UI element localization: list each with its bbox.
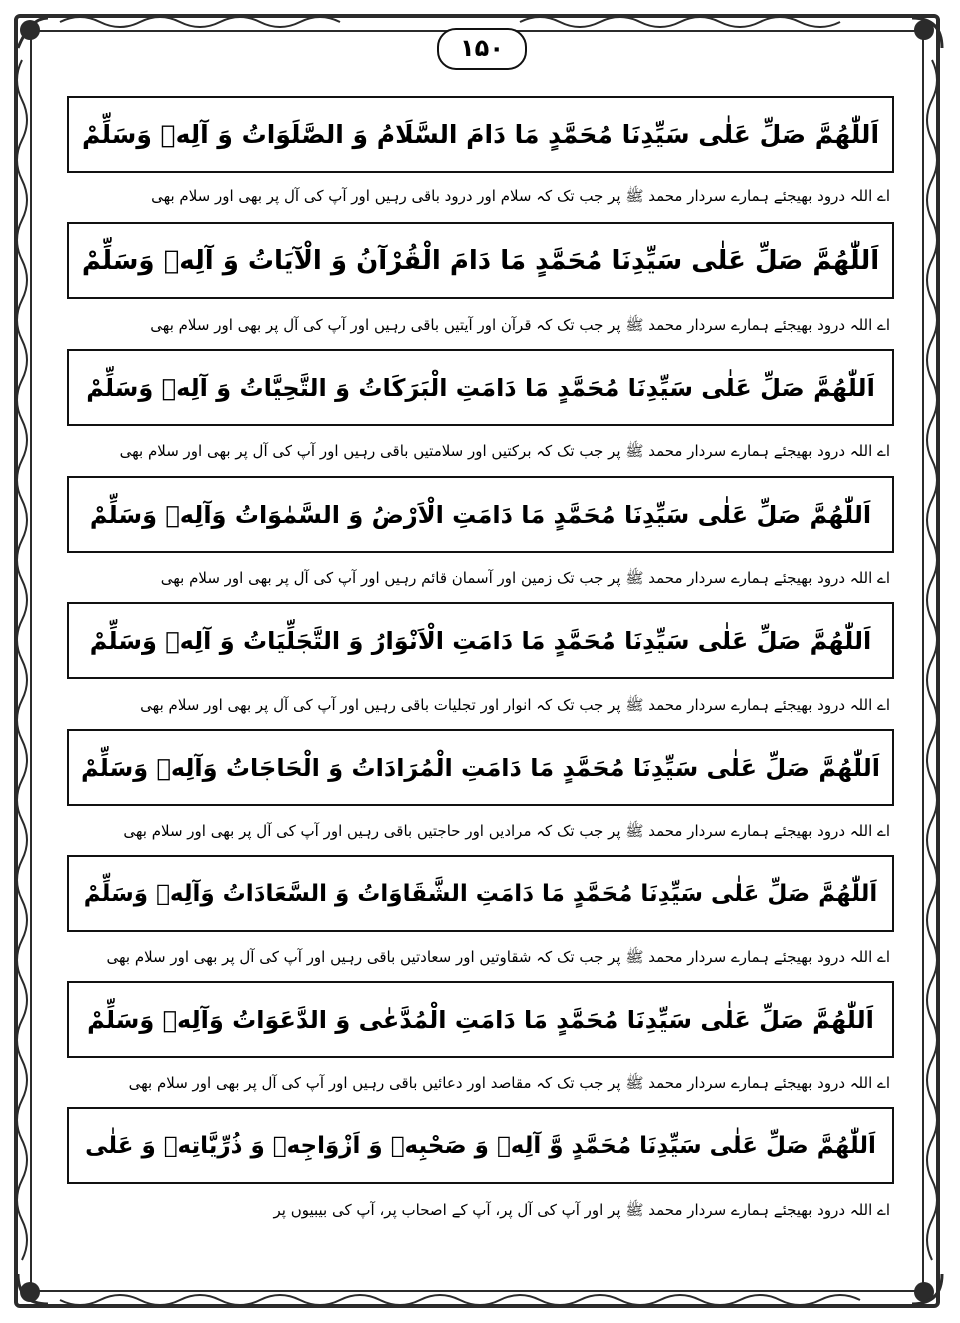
arabic-line: اَللّٰهُمَّ صَلِّ عَلٰى سَيِّدِنَا مُحَمَّدٍ مَا دَامَتِ الْمُرَادَاتُ وَ الْحَاجَاتُ وَآلِهٖ وَسَلِّمْ [80,753,881,782]
urdu-translation: اے اللہ درود بھیجئے ہمارے سردار محمد ﷺ پر جب تک کہ سلام اور درود باقی رہیں اور آپ کی آل پر بھی اور سلام بھی [151,187,890,205]
urdu-translation: اے اللہ درود بھیجئے ہمارے سردار محمد ﷺ پر جب تک کہ قرآن اور آیتیں باقی رہیں اور آپ کی آل پر بھی اور سلام بھی [150,316,890,334]
urdu-translation: اے اللہ درود بھیجئے ہمارے سردار محمد ﷺ پر جب تک کہ مقاصد اور دعائیں باقی رہیں اور آپ کی آل پر بھی اور سلام بھی [128,1074,890,1092]
page-number: ۱۵۰ [437,28,527,70]
urdu-translation: اے اللہ درود بھیجئے ہمارے سردار محمد ﷺ پر اور آپ کی آل پر، آپ کے اصحاب پر، آپ کی بیبیوں پر [273,1201,890,1219]
arabic-box [67,729,894,806]
urdu-translation: اے اللہ درود بھیجئے ہمارے سردار محمد ﷺ پر جب تک کہ انوار اور تجلیات باقی رہیں اور آپ کی آل پر بھی اور سلام بھی [140,696,890,714]
arabic-line: اَللّٰهُمَّ صَلِّ عَلٰى سَيِّدِنَا مُحَمَّدٍ مَا دَامَتِ الْمُدَّعٰى وَ الدَّعَوَاتُ وَآلِهٖ وَسَلِّمْ [87,1005,874,1034]
arabic-line: اَللّٰهُمَّ صَلِّ عَلٰى سَيِّدِنَا مُحَمَّدٍ مَا دَامَتِ الْبَرَكَاتُ وَ التَّحِيَّاتُ وَ آلِهٖ وَسَلِّمْ [86,373,875,402]
arabic-line: اَللّٰهُمَّ صَلِّ عَلٰى سَيِّدِنَا مُحَمَّدٍ مَا دَامَتِ الْاَرْضُ وَ السَّمٰوَاتُ وَآلِهٖ وَسَلِّمْ [89,500,872,529]
arabic-box [67,855,894,932]
arabic-line: اَللّٰهُمَّ صَلِّ عَلٰى سَيِّدِنَا مُحَمَّدٍ وَّ آلِهٖ وَ صَحْبِهٖ وَ اَزْوَاجِهٖ وَ ذُرِّيَّاتِهٖ وَ عَلٰى [85,1132,876,1159]
arabic-line: اَللّٰهُمَّ صَلِّ عَلٰى سَيِّدِنَا مُحَمَّدٍ مَا دَامَ الْقُرْآنُ وَ الْآيَاتُ وَ آلِهٖ وَسَلِّمْ [81,245,880,276]
arabic-box [67,602,894,679]
arabic-box [67,476,894,553]
arabic-box [67,349,894,426]
arabic-line: اَللّٰهُمَّ صَلِّ عَلٰى سَيِّدِنَا مُحَمَّدٍ مَا دَامَ السَّلَامُ وَ الصَّلَوَاتُ وَ آلِهٖ وَسَلِّمْ [81,120,880,149]
urdu-translation: اے اللہ درود بھیجئے ہمارے سردار محمد ﷺ پر جب تک زمین اور آسمان قائم رہیں اور آپ کی آل پر بھی اور سلام بھی [160,569,890,587]
urdu-translation: اے اللہ درود بھیجئے ہمارے سردار محمد ﷺ پر جب تک کہ برکتیں اور سلامتیں باقی رہیں اور آپ کی آل پر بھی اور سلام بھی [119,442,890,460]
arabic-line: اَللّٰهُمَّ صَلِّ عَلٰى سَيِّدِنَا مُحَمَّدٍ مَا دَامَتِ الْاَنْوَارُ وَ التَّجَلِّيَاتُ وَ آلِهٖ وَسَلِّمْ [89,626,872,655]
arabic-line: اَللّٰهُمَّ صَلِّ عَلٰى سَيِّدِنَا مُحَمَّدٍ مَا دَامَتِ الشَّقَاوَاتُ وَ السَّعَادَاتُ وَآلِهٖ وَسَلِّمْ [83,880,878,907]
arabic-box [67,981,894,1058]
arabic-box [67,96,894,173]
arabic-box [67,222,894,299]
arabic-box [67,1107,894,1184]
urdu-translation: اے اللہ درود بھیجئے ہمارے سردار محمد ﷺ پر جب تک کہ مرادیں اور حاجتیں باقی رہیں اور آپ کی آل پر بھی اور سلام بھی [123,822,890,840]
urdu-translation: اے اللہ درود بھیجئے ہمارے سردار محمد ﷺ پر جب تک کہ شقاوتیں اور سعادتیں باقی رہیں اور آپ کی آل پر بھی اور سلام بھی [106,948,890,966]
